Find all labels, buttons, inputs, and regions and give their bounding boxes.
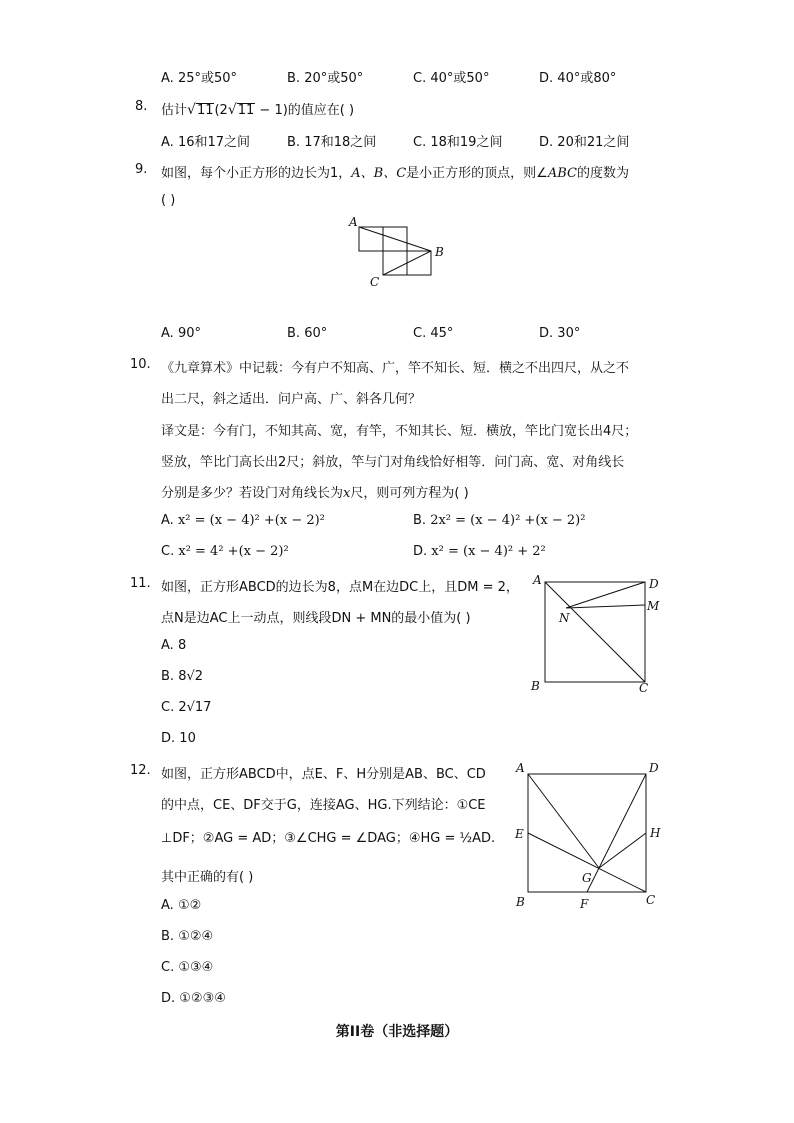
q12-option-a: A. ①②	[161, 898, 202, 913]
q10-option-b: B. 2x² = (x − 4)² +(x − 2)²	[413, 513, 586, 528]
q7-option-c: C. 40°或50°	[413, 71, 490, 86]
q11-option-d: D. 10	[161, 731, 196, 746]
q8-stem: 估计√11(2√11 − 1)的值应在( )	[161, 102, 355, 118]
q11-option-c: C. 2√17	[161, 700, 212, 715]
q11-label-d: D	[649, 577, 659, 591]
q7-option-d: D. 40°或80°	[539, 71, 617, 86]
q10-line-2: 出二尺，斜之适出．问户高、广、斜各几何？	[161, 392, 422, 407]
q9-option-c: C. 45°	[413, 326, 454, 341]
q8-option-d: D. 20和21之间	[539, 135, 630, 150]
q10-line-1: 《九章算术》中记载：今有户不知高、广，竿不知长、短．横之不出四尺，从之不	[161, 361, 630, 376]
q12-label-g: G	[582, 871, 592, 885]
q9-stem-paren: ( )	[161, 193, 176, 208]
q9-option-b: B. 60°	[287, 326, 328, 341]
q12-label-f: F	[580, 897, 589, 910]
q7-option-b: B. 20°或50°	[287, 71, 364, 86]
q11-label-c: C	[639, 681, 649, 695]
q9-stem: 如图，每个小正方形的边长为1，A、B、C是小正方形的顶点，则∠ABC的度数为	[161, 166, 629, 181]
q11-line-1: 如图，正方形ABCD的边长为8，点M在边DC上，且DM = 2，	[161, 580, 519, 595]
q10-number: 10.	[130, 357, 151, 372]
q8-number: 8.	[135, 99, 148, 114]
q9-grid-figure	[345, 212, 450, 292]
q12-line-3: ⊥DF；②AG = AD；③∠CHG = ∠DAG；④HG = ½AD.	[161, 831, 496, 846]
q12-square-figure	[510, 760, 670, 910]
q12-option-b: B. ①②④	[161, 929, 214, 944]
q11-option-b: B. 8√2	[161, 669, 204, 684]
q11-label-n: N	[559, 611, 570, 625]
q11-number: 11.	[130, 576, 151, 591]
q9-label-b: B	[435, 245, 444, 259]
q10-option-c: C. x² = 4² +(x − 2)²	[161, 544, 289, 559]
q12-line-4: 其中正确的有( )	[161, 870, 254, 885]
q12-number: 12.	[130, 763, 151, 778]
q12-option-d: D. ①②③④	[161, 991, 226, 1006]
q9-option-a: A. 90°	[161, 326, 201, 341]
q11-label-a: A	[533, 573, 542, 587]
q11-label-b: B	[531, 679, 540, 693]
q12-line-2: 的中点，CE、DF交于G，连接AG、HG.下列结论：①CE	[161, 798, 486, 813]
q10-line-3: 译文是：今有门，不知其高、宽，有竿，不知其长、短．横放，竿比门宽长出4尺；	[161, 424, 638, 439]
q11-option-a: A. 8	[161, 638, 187, 653]
q10-option-a: A. x² = (x − 4)² +(x − 2)²	[161, 513, 325, 528]
q9-label-a: A	[349, 215, 358, 229]
q12-label-a: A	[516, 761, 525, 775]
section-title: 第II卷（非选择题）	[335, 1024, 459, 1040]
q12-label-h: H	[650, 826, 661, 840]
q12-line-1: 如图，正方形ABCD中，点E、F、H分别是AB、BC、CD	[161, 767, 486, 782]
q8-option-a: A. 16和17之间	[161, 135, 251, 150]
q8-option-b: B. 17和18之间	[287, 135, 377, 150]
q11-square-figure	[525, 570, 675, 695]
q8-option-c: C. 18和19之间	[413, 135, 503, 150]
q12-option-c: C. ①③④	[161, 960, 214, 975]
q10-option-d: D. x² = (x − 4)² + 2²	[413, 544, 546, 559]
q9-label-c: C	[370, 275, 380, 289]
q7-option-a: A. 25°或50°	[161, 71, 238, 86]
q11-label-m: M	[647, 599, 660, 613]
q12-label-c: C	[646, 893, 656, 907]
q11-line-2: 点N是边AC上一动点，则线段DN + MN的最小值为( )	[161, 611, 471, 626]
q12-label-d: D	[649, 761, 659, 775]
q12-label-b: B	[516, 895, 525, 909]
q10-line-4: 竖放，竿比门高长出2尺；斜放，竿与门对角线恰好相等．问门高、宽、对角线长	[161, 455, 625, 470]
q12-label-e: E	[515, 827, 524, 841]
q9-option-d: D. 30°	[539, 326, 581, 341]
q9-number: 9.	[135, 162, 148, 177]
q10-line-5: 分别是多少？若设门对角线长为x尺，则可列方程为( )	[161, 486, 469, 501]
